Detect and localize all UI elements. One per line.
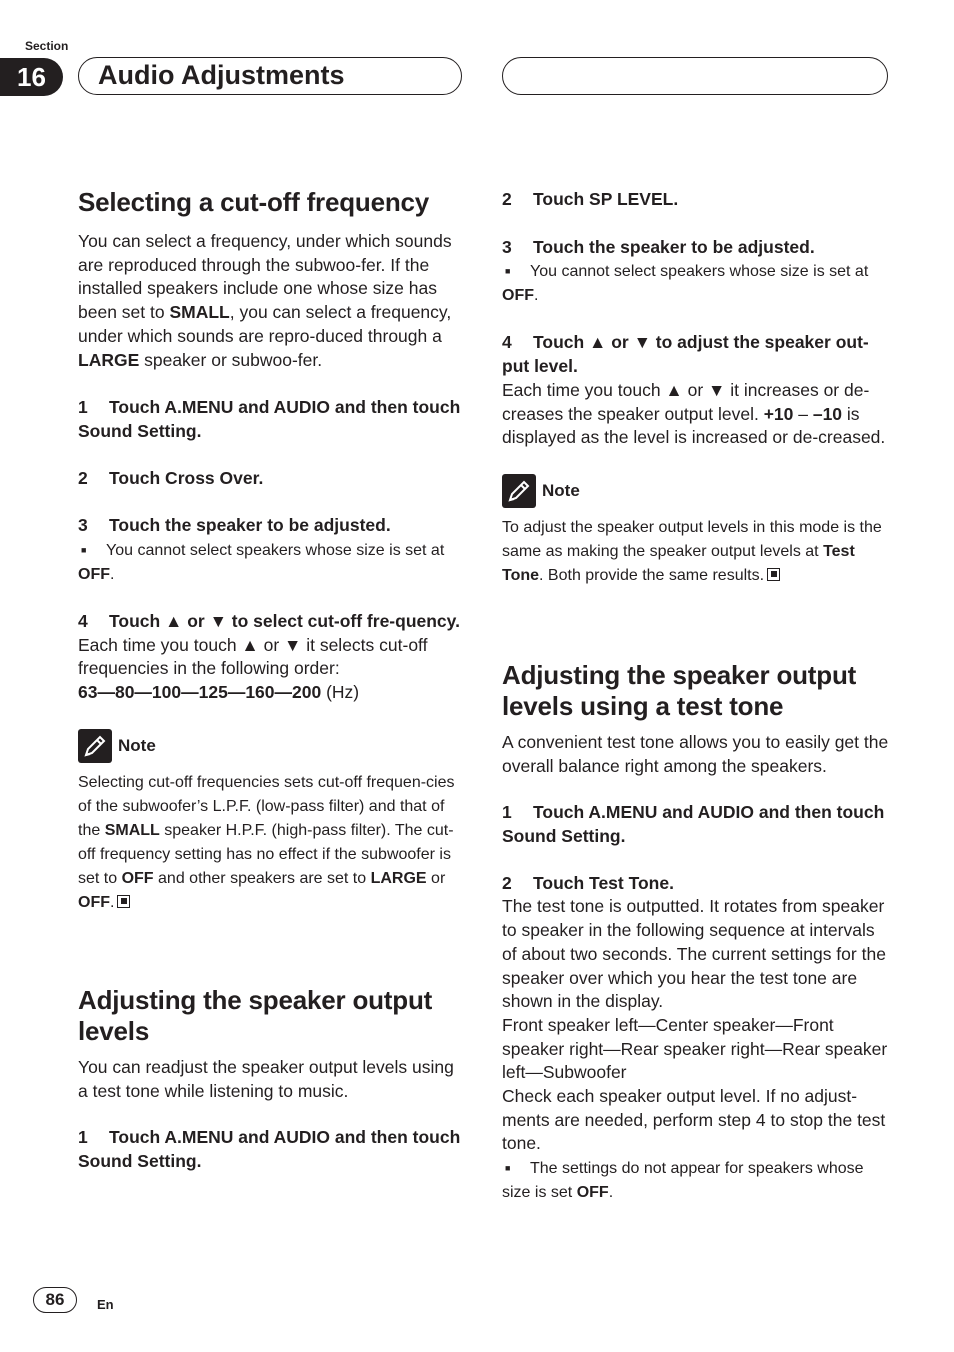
cutoff-intro: You can select a frequency, under which sounds are reproduced through the subwoo-fer. If the installed speakers include one whose size has been set to SMALL, you can select a frequency, under which sounds are repro-duced through a LARGE speaker or subwoo-fer. bbox=[78, 231, 452, 370]
cutoff-step-4: 4 Touch ▲ or ▼ to select cut-off fre-quency. bbox=[78, 611, 460, 632]
section-number: 16 bbox=[0, 58, 63, 96]
testtone-bullet: ■ The settings do not appear for speakers whose size is set OFF. bbox=[502, 1156, 890, 1205]
testtone-sequence: Front speaker left—Center speaker—Front speaker right—Rear speaker right—Rear speaker left—Subwoofer bbox=[502, 1014, 888, 1083]
output-step-2: 2 Touch SP LEVEL. bbox=[502, 189, 679, 209]
cutoff-note-header: Note bbox=[78, 729, 466, 763]
cutoff-step-4-desc: Each time you touch ▲ or ▼ it selects cut-off frequencies in the following order: bbox=[78, 634, 428, 679]
output-step-3-bullet: ■ You cannot select speakers whose size is set at OFF. bbox=[502, 259, 890, 308]
language-label: En bbox=[97, 1297, 114, 1312]
output-step-4: 4 Touch ▲ or ▼ to adjust the speaker out-put level. bbox=[502, 332, 869, 377]
cutoff-step-3: 3 Touch the speaker to be adjusted. bbox=[78, 515, 391, 536]
page-number: 86 bbox=[33, 1287, 77, 1313]
testtone-step-2: 2 Touch Test Tone. bbox=[502, 872, 674, 893]
left-column bbox=[78, 184, 466, 1174]
header-blank-frame bbox=[502, 57, 888, 95]
cutoff-frequency-order: 63—80—100—125—160—200 (Hz) bbox=[78, 682, 360, 703]
output-note-text: To adjust the speaker output levels in this mode is the same as making the speaker output levels at Test Tone. Both provide the same results. bbox=[502, 518, 882, 584]
output-step-1: 1 Touch A.MENU and AUDIO and then touch Sound Setting. bbox=[78, 1127, 461, 1171]
cutoff-note-text: Selecting cut-off frequencies sets cut-off frequen-cies of the subwoofer’s L.P.F. (low-pass filter) and that of the SMALL speaker H.P.F. (high-pass filter). The cut-off frequency setting has no effect if the subwoofer is set to OFF and other speakers are set to LARGE or OFF. bbox=[78, 773, 455, 911]
output-note-header: Note bbox=[502, 474, 890, 508]
output-heading: Adjusting the speaker output levels bbox=[78, 984, 433, 1046]
output-step-3: 3 Touch the speaker to be adjusted. bbox=[502, 236, 815, 257]
right-column bbox=[502, 184, 890, 1205]
cutoff-step-1: 1 Touch A.MENU and AUDIO and then touch Sound Setting. bbox=[78, 397, 461, 441]
testtone-heading: Adjusting the speaker output levels using a test tone bbox=[502, 659, 857, 721]
bullet-icon bbox=[502, 263, 530, 280]
end-mark-icon bbox=[767, 568, 780, 581]
testtone-intro: A convenient test tone allows you to easily get the overall balance right among the speakers. bbox=[502, 731, 889, 776]
bullet-icon bbox=[502, 1160, 530, 1177]
cutoff-step-2: 2 Touch Cross Over. bbox=[78, 467, 264, 488]
testtone-step-1: 1 Touch A.MENU and AUDIO and then touch Sound Setting. bbox=[502, 802, 885, 847]
section-title: Audio Adjustments bbox=[98, 60, 345, 90]
note-pencil-icon bbox=[78, 729, 112, 763]
end-mark-icon bbox=[117, 895, 130, 908]
output-step-4-desc: Each time you touch ▲ or ▼ it increases or de-creases the speaker output level. +10 – –10 is displayed as the level is increased or de-creased. bbox=[502, 379, 886, 448]
testtone-desc-1: The test tone is outputted. It rotates from speaker to speaker in the following sequence at intervals of about two seconds. The current settings for the speaker over which you hear the test tone are shown in the display. bbox=[502, 896, 886, 1012]
output-intro: You can readjust the speaker output levels using a test tone while listening to music. bbox=[78, 1056, 454, 1101]
cutoff-heading: Selecting a cut-off frequency bbox=[78, 187, 430, 217]
bullet-icon bbox=[78, 542, 106, 559]
testtone-desc-3: Check each speaker output level. If no adjust-ments are needed, perform step 4 to stop the test tone. bbox=[502, 1086, 886, 1154]
section-label: Section bbox=[25, 39, 69, 53]
cutoff-step-3-bullet: ■ You cannot select speakers whose size is set at OFF. bbox=[78, 538, 466, 587]
note-pencil-icon bbox=[502, 474, 536, 508]
